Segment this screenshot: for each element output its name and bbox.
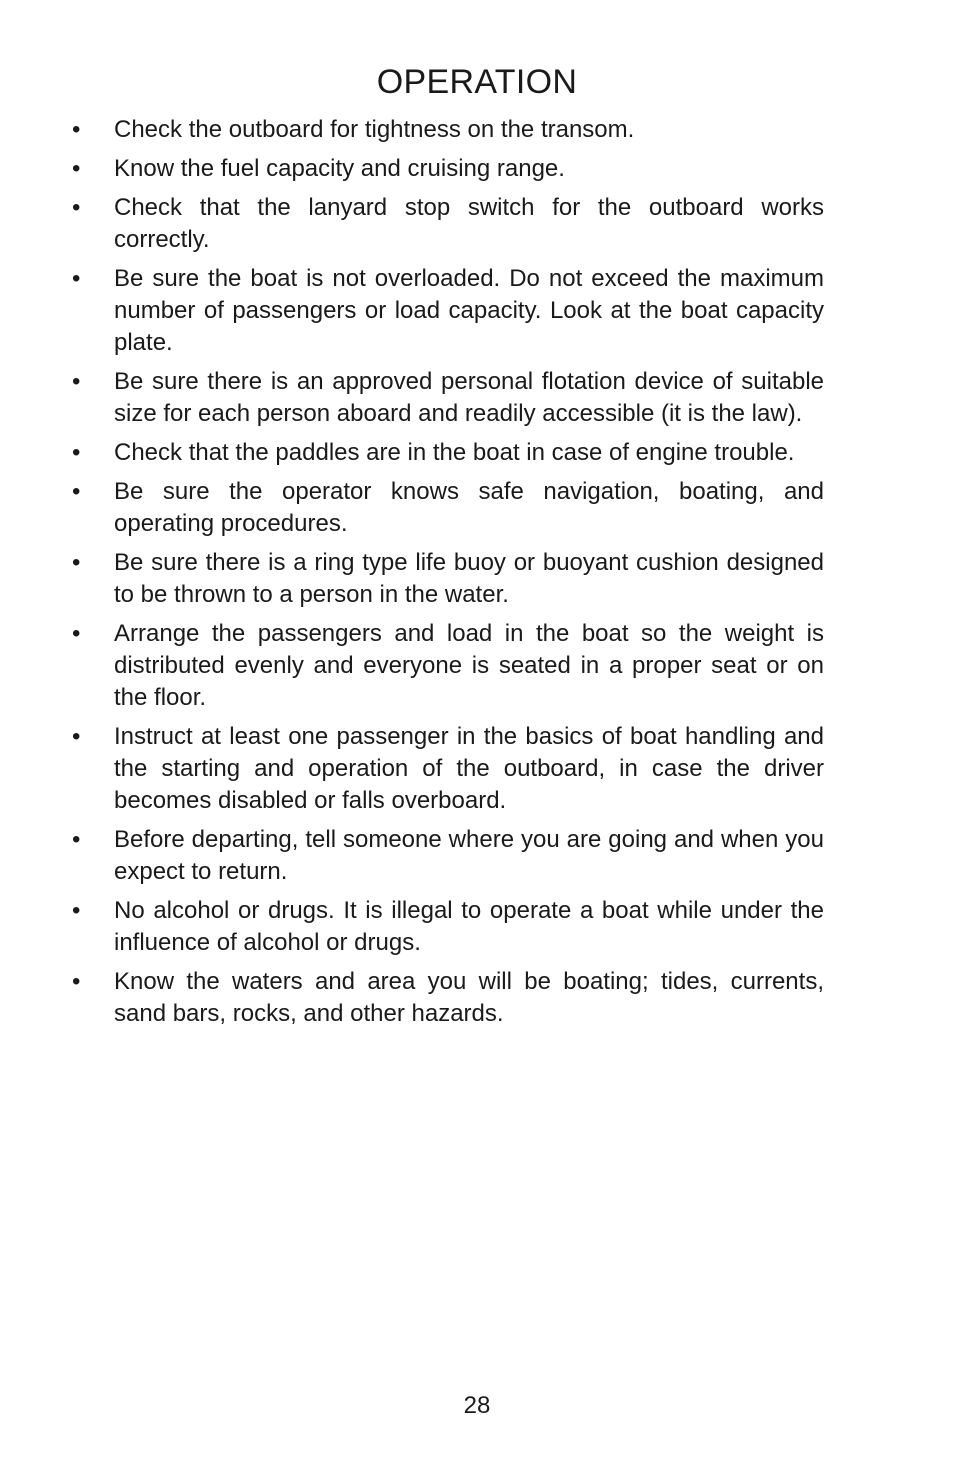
- bullet-icon: •: [72, 826, 81, 853]
- bullet-icon: •: [72, 478, 81, 505]
- page-title: OPERATION: [376, 63, 578, 101]
- list-item: [70, 366, 824, 430]
- list-item: [70, 895, 824, 959]
- bullet-icon: •: [72, 968, 81, 995]
- list-item: [70, 114, 824, 146]
- list-item-text: Know the fuel capacity and cruising range.: [114, 155, 565, 182]
- list-item: [70, 721, 824, 817]
- list-item: [70, 476, 824, 540]
- bullet-icon: •: [72, 116, 81, 143]
- list-item-text: Check that the paddles are in the boat in case of engine trouble.: [114, 439, 795, 466]
- list-item: [70, 437, 824, 469]
- page-number: 28: [463, 1392, 491, 1419]
- list-item-text: Instruct at least one passenger in the basics of boat handling and the starting and operation of the outboard, in case the driver becomes disabled or falls overboard.: [114, 723, 824, 814]
- list-item: [70, 192, 824, 256]
- list-item-text: Check the outboard for tightness on the transom.: [114, 116, 635, 143]
- operation-checklist: [70, 114, 824, 1037]
- list-item: [70, 263, 824, 359]
- list-item: [70, 153, 824, 185]
- list-item: [70, 618, 824, 714]
- bullet-icon: •: [72, 368, 81, 395]
- list-item-text: Before departing, tell someone where you are going and when you expect to return.: [114, 826, 824, 885]
- bullet-icon: •: [72, 155, 81, 182]
- bullet-icon: •: [72, 620, 81, 647]
- bullet-icon: •: [72, 265, 81, 292]
- bullet-icon: •: [72, 439, 81, 466]
- list-item-text: Arrange the passengers and load in the boat so the weight is distributed evenly and everyone is seated in a proper seat or on the floor.: [114, 620, 824, 711]
- list-item-text: Check that the lanyard stop switch for the outboard works correctly.: [114, 194, 824, 253]
- list-item: [70, 824, 824, 888]
- list-item: [70, 966, 824, 1030]
- bullet-icon: •: [72, 723, 81, 750]
- list-item: [70, 547, 824, 611]
- bullet-icon: •: [72, 897, 81, 924]
- list-item-text: Be sure there is a ring type life buoy or buoyant cushion designed to be thrown to a person in the water.: [114, 549, 824, 608]
- bullet-icon: •: [72, 194, 81, 221]
- list-item-text: Know the waters and area you will be boating; tides, currents, sand bars, rocks, and other hazards.: [114, 968, 824, 1027]
- list-item-text: Be sure the boat is not overloaded. Do not exceed the maximum number of passengers or load capacity. Look at the boat capacity plate.: [114, 265, 824, 356]
- list-item-text: No alcohol or drugs. It is illegal to operate a boat while under the influence of alcohol or drugs.: [114, 897, 824, 956]
- bullet-icon: •: [72, 549, 81, 576]
- list-item-text: Be sure there is an approved personal flotation device of suitable size for each person aboard and readily accessible (it is the law).: [114, 368, 824, 427]
- list-item-text: Be sure the operator knows safe navigation, boating, and operating procedures.: [114, 478, 824, 537]
